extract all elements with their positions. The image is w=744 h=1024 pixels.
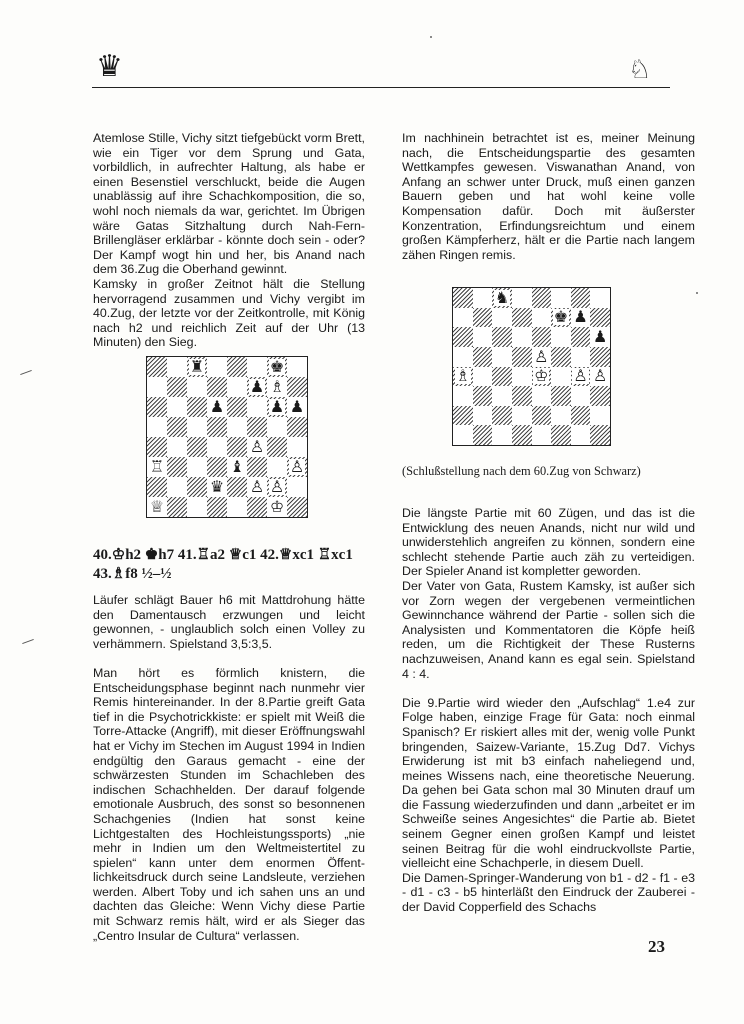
square-f6 bbox=[551, 327, 571, 347]
square-d4 bbox=[512, 367, 532, 387]
knight-icon: ♘ bbox=[628, 55, 652, 85]
chess-piece: ♙ bbox=[249, 477, 265, 496]
square-h1 bbox=[590, 425, 610, 445]
square-c2 bbox=[187, 477, 207, 497]
margin-mark bbox=[22, 639, 34, 644]
right-column-body bbox=[402, 506, 695, 915]
square-f7 bbox=[247, 377, 267, 397]
square-b2 bbox=[473, 406, 493, 426]
square-c4 bbox=[492, 367, 512, 387]
square-f8 bbox=[551, 288, 571, 308]
square-h2 bbox=[590, 406, 610, 426]
square-c4 bbox=[187, 437, 207, 457]
square-d8 bbox=[207, 357, 227, 377]
square-b8 bbox=[473, 288, 493, 308]
chess-diagram-right bbox=[452, 287, 611, 446]
square-a8 bbox=[453, 288, 473, 308]
square-c5 bbox=[187, 417, 207, 437]
right-column-intro bbox=[402, 131, 695, 262]
square-e3 bbox=[227, 457, 247, 477]
square-e2 bbox=[532, 406, 552, 426]
square-d5 bbox=[512, 347, 532, 367]
square-f1 bbox=[247, 497, 267, 517]
chess-piece: ♙ bbox=[534, 346, 549, 366]
square-b5 bbox=[473, 347, 493, 367]
square-a4 bbox=[147, 437, 167, 457]
square-e6 bbox=[532, 327, 552, 347]
square-g1 bbox=[267, 497, 287, 517]
square-b4 bbox=[473, 367, 493, 387]
square-a3 bbox=[147, 457, 167, 477]
chess-piece: ♚ bbox=[269, 357, 285, 376]
square-b3 bbox=[473, 386, 493, 406]
square-b2 bbox=[167, 477, 187, 497]
square-h5 bbox=[287, 417, 307, 437]
square-b7 bbox=[473, 308, 493, 328]
square-a6 bbox=[453, 327, 473, 347]
header-rule bbox=[92, 87, 670, 88]
square-e4 bbox=[532, 367, 552, 387]
square-c1 bbox=[187, 497, 207, 517]
square-h3 bbox=[590, 386, 610, 406]
square-h6 bbox=[590, 327, 610, 347]
square-c7 bbox=[187, 377, 207, 397]
square-g3 bbox=[267, 457, 287, 477]
square-f2 bbox=[551, 406, 571, 426]
square-f8 bbox=[247, 357, 267, 377]
left-column-body bbox=[93, 593, 365, 943]
chess-piece: ♔ bbox=[269, 497, 285, 516]
square-a7 bbox=[147, 377, 167, 397]
square-h8 bbox=[590, 288, 610, 308]
square-h1 bbox=[287, 497, 307, 517]
paragraph: Die längste Partie mit 60 Zügen, und das ist die Entwicklung des neuen Anands, nicht nur wild und unwiderstehlich angreifen zu können, sondern eine schlecht stehende Partie auch zäh zu verteidigen. Der Spieler Anand ist kompletter geworden. bbox=[402, 506, 695, 579]
left-column-intro bbox=[93, 131, 365, 350]
chess-piece: ♟ bbox=[593, 327, 608, 347]
paragraph: Kamsky in großer Zeitnot hält die Stellung hervorragend zusammen und Vichy vergibt im 40.Zug, der letzte vor der Zeitkontrolle, mit König nach h2 und reichlich Zeit auf der Uhr (13 Minuten) den Sieg. bbox=[93, 276, 365, 350]
square-h4 bbox=[287, 437, 307, 457]
chess-piece: ♗ bbox=[269, 377, 285, 396]
paragraph: Die 9.Partie wird wieder den „Aufschlag“ 1.e4 zur Folge haben, einzige Frage für Gata: noch einmal Spanisch? Er riskiert alles mit der, wenig volle Punkt bringenden, Saizew-Variante, 15.Zug Dd7. Vichys Erwiderung ist mit b3 einfach naheliegend und, meines Wissens nach, eine theoretische Neuerung. Da gehen bei Gata schon mal 30 Minuten drauf um die Fassung wiederzufinden und dann „arbeitet er im Schweiße seines Angesichtes“ die Partie ab. Bietet seinem Gegner einen großen Kampf und leistet seinen Beitrag für die wohl eindruckvollste Partie, vielleicht eine Schachperle, in diesem Duell. bbox=[402, 695, 695, 871]
square-g5 bbox=[267, 417, 287, 437]
square-e3 bbox=[532, 386, 552, 406]
square-b7 bbox=[167, 377, 187, 397]
paragraph: Der Vater von Gata, Rustem Kamsky, ist außer sich vor Zorn wegen der vergebenen vermeintlichen Gewinnchance während der Partie - sollen sich die Analysisten und Kommentatoren die Köpfe heiß reden, um die Richtigkeit der These Rusterns nachzuweisen, Anand kann es egal sein. Spielstand 4 : 4. bbox=[402, 578, 695, 681]
square-g2 bbox=[267, 477, 287, 497]
square-f4 bbox=[551, 367, 571, 387]
square-f4 bbox=[247, 437, 267, 457]
chess-piece: ♟ bbox=[209, 397, 225, 416]
square-e4 bbox=[227, 437, 247, 457]
paragraph: Die Damen-Springer-Wanderung von b1 - d2 - f1 - e3 - d1 - c3 - b5 hinterläßt den Eindruck der Zauberei - der David Copperfield des Schachs bbox=[402, 870, 695, 915]
square-f6 bbox=[247, 397, 267, 417]
square-c3 bbox=[187, 457, 207, 477]
square-c2 bbox=[492, 406, 512, 426]
square-e1 bbox=[532, 425, 552, 445]
square-c1 bbox=[492, 425, 512, 445]
square-d2 bbox=[512, 406, 532, 426]
diagram-caption: (Schlußstellung nach dem 60.Zug von Schwarz) bbox=[402, 464, 641, 478]
chess-piece: ♟ bbox=[289, 397, 305, 416]
square-d1 bbox=[512, 425, 532, 445]
square-h6 bbox=[287, 397, 307, 417]
square-h2 bbox=[287, 477, 307, 497]
square-e7 bbox=[532, 308, 552, 328]
square-e8 bbox=[532, 288, 552, 308]
square-c6 bbox=[492, 327, 512, 347]
square-g1 bbox=[571, 425, 591, 445]
square-g7 bbox=[571, 308, 591, 328]
chess-piece: ♖ bbox=[149, 457, 165, 476]
square-a1 bbox=[147, 497, 167, 517]
square-d5 bbox=[207, 417, 227, 437]
queen-icon: ♛ bbox=[96, 49, 123, 84]
chess-piece: ♙ bbox=[289, 457, 305, 476]
square-a2 bbox=[453, 406, 473, 426]
square-c6 bbox=[187, 397, 207, 417]
square-g6 bbox=[267, 397, 287, 417]
square-a5 bbox=[147, 417, 167, 437]
square-g5 bbox=[571, 347, 591, 367]
square-g2 bbox=[571, 406, 591, 426]
square-e6 bbox=[227, 397, 247, 417]
scan-dot bbox=[430, 36, 432, 38]
square-c5 bbox=[492, 347, 512, 367]
square-b6 bbox=[167, 397, 187, 417]
square-e2 bbox=[227, 477, 247, 497]
chess-piece: ♙ bbox=[573, 366, 588, 386]
square-d4 bbox=[207, 437, 227, 457]
square-b1 bbox=[167, 497, 187, 517]
square-d3 bbox=[512, 386, 532, 406]
square-h4 bbox=[590, 367, 610, 387]
square-g4 bbox=[571, 367, 591, 387]
square-c3 bbox=[492, 386, 512, 406]
square-c7 bbox=[492, 308, 512, 328]
chess-piece: ♙ bbox=[593, 366, 608, 386]
square-f7 bbox=[551, 308, 571, 328]
square-d7 bbox=[512, 308, 532, 328]
square-b8 bbox=[167, 357, 187, 377]
paragraph: Im nachhinein betrachtet ist es, meiner Meinung nach, die Entscheidungspartie des gesamten Wettkampfes gewesen. Viswanathan Anand, von Anfang an schwer unter Druck, muß einen ganzen Bauern geben und hat wohl keine volle Kompensation dafür. Doch mit äußerster Konzentration, Erfindungsreichtum und einem großen Kämpferherz, hält er die Partie nach langem zähen Ringen remis. bbox=[402, 131, 695, 262]
chess-piece: ♟ bbox=[249, 377, 265, 396]
paragraph: Man hört es förmlich knistern, die Entscheidungsphase beginnt nach nunmehr vier Remis hintereinander. In der 8.Partie greift Gata tief in die Psychotrickkiste: er spielt mit Weiß die Torre-Attacke (Angriff), mit dieser Eröffnungswahl hat er Vichy im Stechen im August 1994 in Indien endgültig den Garaus gemacht - eine der schwärzesten Stunden im Schachleben des indischen Schachhelden. Der darauf folgende emotionale Ausbruch, des sonst so besonnenen Schachgenies (Indien hat sonst keine Lichtgestalten des Hochleistungssports) „nie mehr in Indien um den Weltmeistertitel zu spielen“ kann unter dem enormen Öffent-lichkeitsdruck durch seine Landsleute, verziehen werden. Albert Toby und ich sahen uns an und dachten das Gleiche: Wenn Vichy diese Partie mit Schwarz remis hält, wird er als Sieger das „Centro Insular de Cultura“ verlassen. bbox=[93, 665, 365, 943]
square-f2 bbox=[247, 477, 267, 497]
square-f1 bbox=[551, 425, 571, 445]
paragraph: Läufer schlägt Bauer h6 mit Mattdrohung hätte den Damentausch erzwungen und leicht gewonnen, - unglaublich solch einen Volley zu verhämmern. Spielstand 3,5:3,5. bbox=[93, 593, 365, 651]
chess-piece: ♙ bbox=[269, 477, 285, 496]
square-e8 bbox=[227, 357, 247, 377]
chess-piece: ♕ bbox=[149, 497, 165, 516]
square-a1 bbox=[453, 425, 473, 445]
chess-piece: ♟ bbox=[573, 307, 588, 327]
square-e5 bbox=[227, 417, 247, 437]
square-c8 bbox=[187, 357, 207, 377]
square-e7 bbox=[227, 377, 247, 397]
square-h7 bbox=[590, 308, 610, 328]
square-a6 bbox=[147, 397, 167, 417]
square-a4 bbox=[453, 367, 473, 387]
chess-piece: ♙ bbox=[249, 437, 265, 456]
chess-piece: ♜ bbox=[189, 357, 205, 376]
square-f5 bbox=[551, 347, 571, 367]
chess-piece: ♟ bbox=[269, 397, 285, 416]
chess-piece: ♚ bbox=[553, 307, 569, 327]
square-d2 bbox=[207, 477, 227, 497]
square-h3 bbox=[287, 457, 307, 477]
square-a7 bbox=[453, 308, 473, 328]
square-f5 bbox=[247, 417, 267, 437]
square-h7 bbox=[287, 377, 307, 397]
square-d8 bbox=[512, 288, 532, 308]
chess-piece: ♝ bbox=[229, 457, 245, 476]
chess-piece: ♞ bbox=[494, 287, 510, 307]
square-d1 bbox=[207, 497, 227, 517]
chess-piece: ♔ bbox=[534, 366, 549, 386]
square-a8 bbox=[147, 357, 167, 377]
square-g6 bbox=[571, 327, 591, 347]
square-d7 bbox=[207, 377, 227, 397]
scan-dot bbox=[696, 292, 698, 294]
square-f3 bbox=[551, 386, 571, 406]
margin-mark bbox=[20, 370, 32, 375]
square-d6 bbox=[512, 327, 532, 347]
chess-piece: ♛ bbox=[209, 477, 225, 496]
square-b1 bbox=[473, 425, 493, 445]
square-h5 bbox=[590, 347, 610, 367]
square-g4 bbox=[267, 437, 287, 457]
square-b5 bbox=[167, 417, 187, 437]
square-e1 bbox=[227, 497, 247, 517]
square-g3 bbox=[571, 386, 591, 406]
square-c8 bbox=[492, 288, 512, 308]
game-moves: 40.♔h2 ♚h7 41.♖a2 ♕c1 42.♕xc1 ♖xc1 43.♗f8 ½–½ bbox=[93, 547, 353, 582]
square-b6 bbox=[473, 327, 493, 347]
square-a5 bbox=[453, 347, 473, 367]
square-d6 bbox=[207, 397, 227, 417]
square-e5 bbox=[532, 347, 552, 367]
page-number: 23 bbox=[648, 937, 665, 956]
square-a2 bbox=[147, 477, 167, 497]
paragraph: Atemlose Stille, Vichy sitzt tiefgebückt vorm Brett, wie ein Tiger vor dem Sprung und Gata, vorbildlich, in aufrechter Haltung, als habe er einen Besenstiel verschluckt, beide die Augen unablässig auf ihre Schachkomposition, die so, wohl noch niemals da war, gerichtet. Im Übrigen wäre Gatas Sitzhaltung durch Nah-Fern-Brillengläser erklärbar - könnte doch sein - oder? Der Kampf wogt hin und her, bis Anand nach dem 36.Zug die Oberhand gewinnt. bbox=[93, 131, 365, 277]
chess-diagram-left bbox=[146, 356, 308, 518]
chess-piece: ♗ bbox=[455, 366, 470, 386]
square-d3 bbox=[207, 457, 227, 477]
square-g7 bbox=[267, 377, 287, 397]
square-a3 bbox=[453, 386, 473, 406]
square-g8 bbox=[267, 357, 287, 377]
square-b4 bbox=[167, 437, 187, 457]
square-f3 bbox=[247, 457, 267, 477]
square-h8 bbox=[287, 357, 307, 377]
square-g8 bbox=[571, 288, 591, 308]
square-b3 bbox=[167, 457, 187, 477]
